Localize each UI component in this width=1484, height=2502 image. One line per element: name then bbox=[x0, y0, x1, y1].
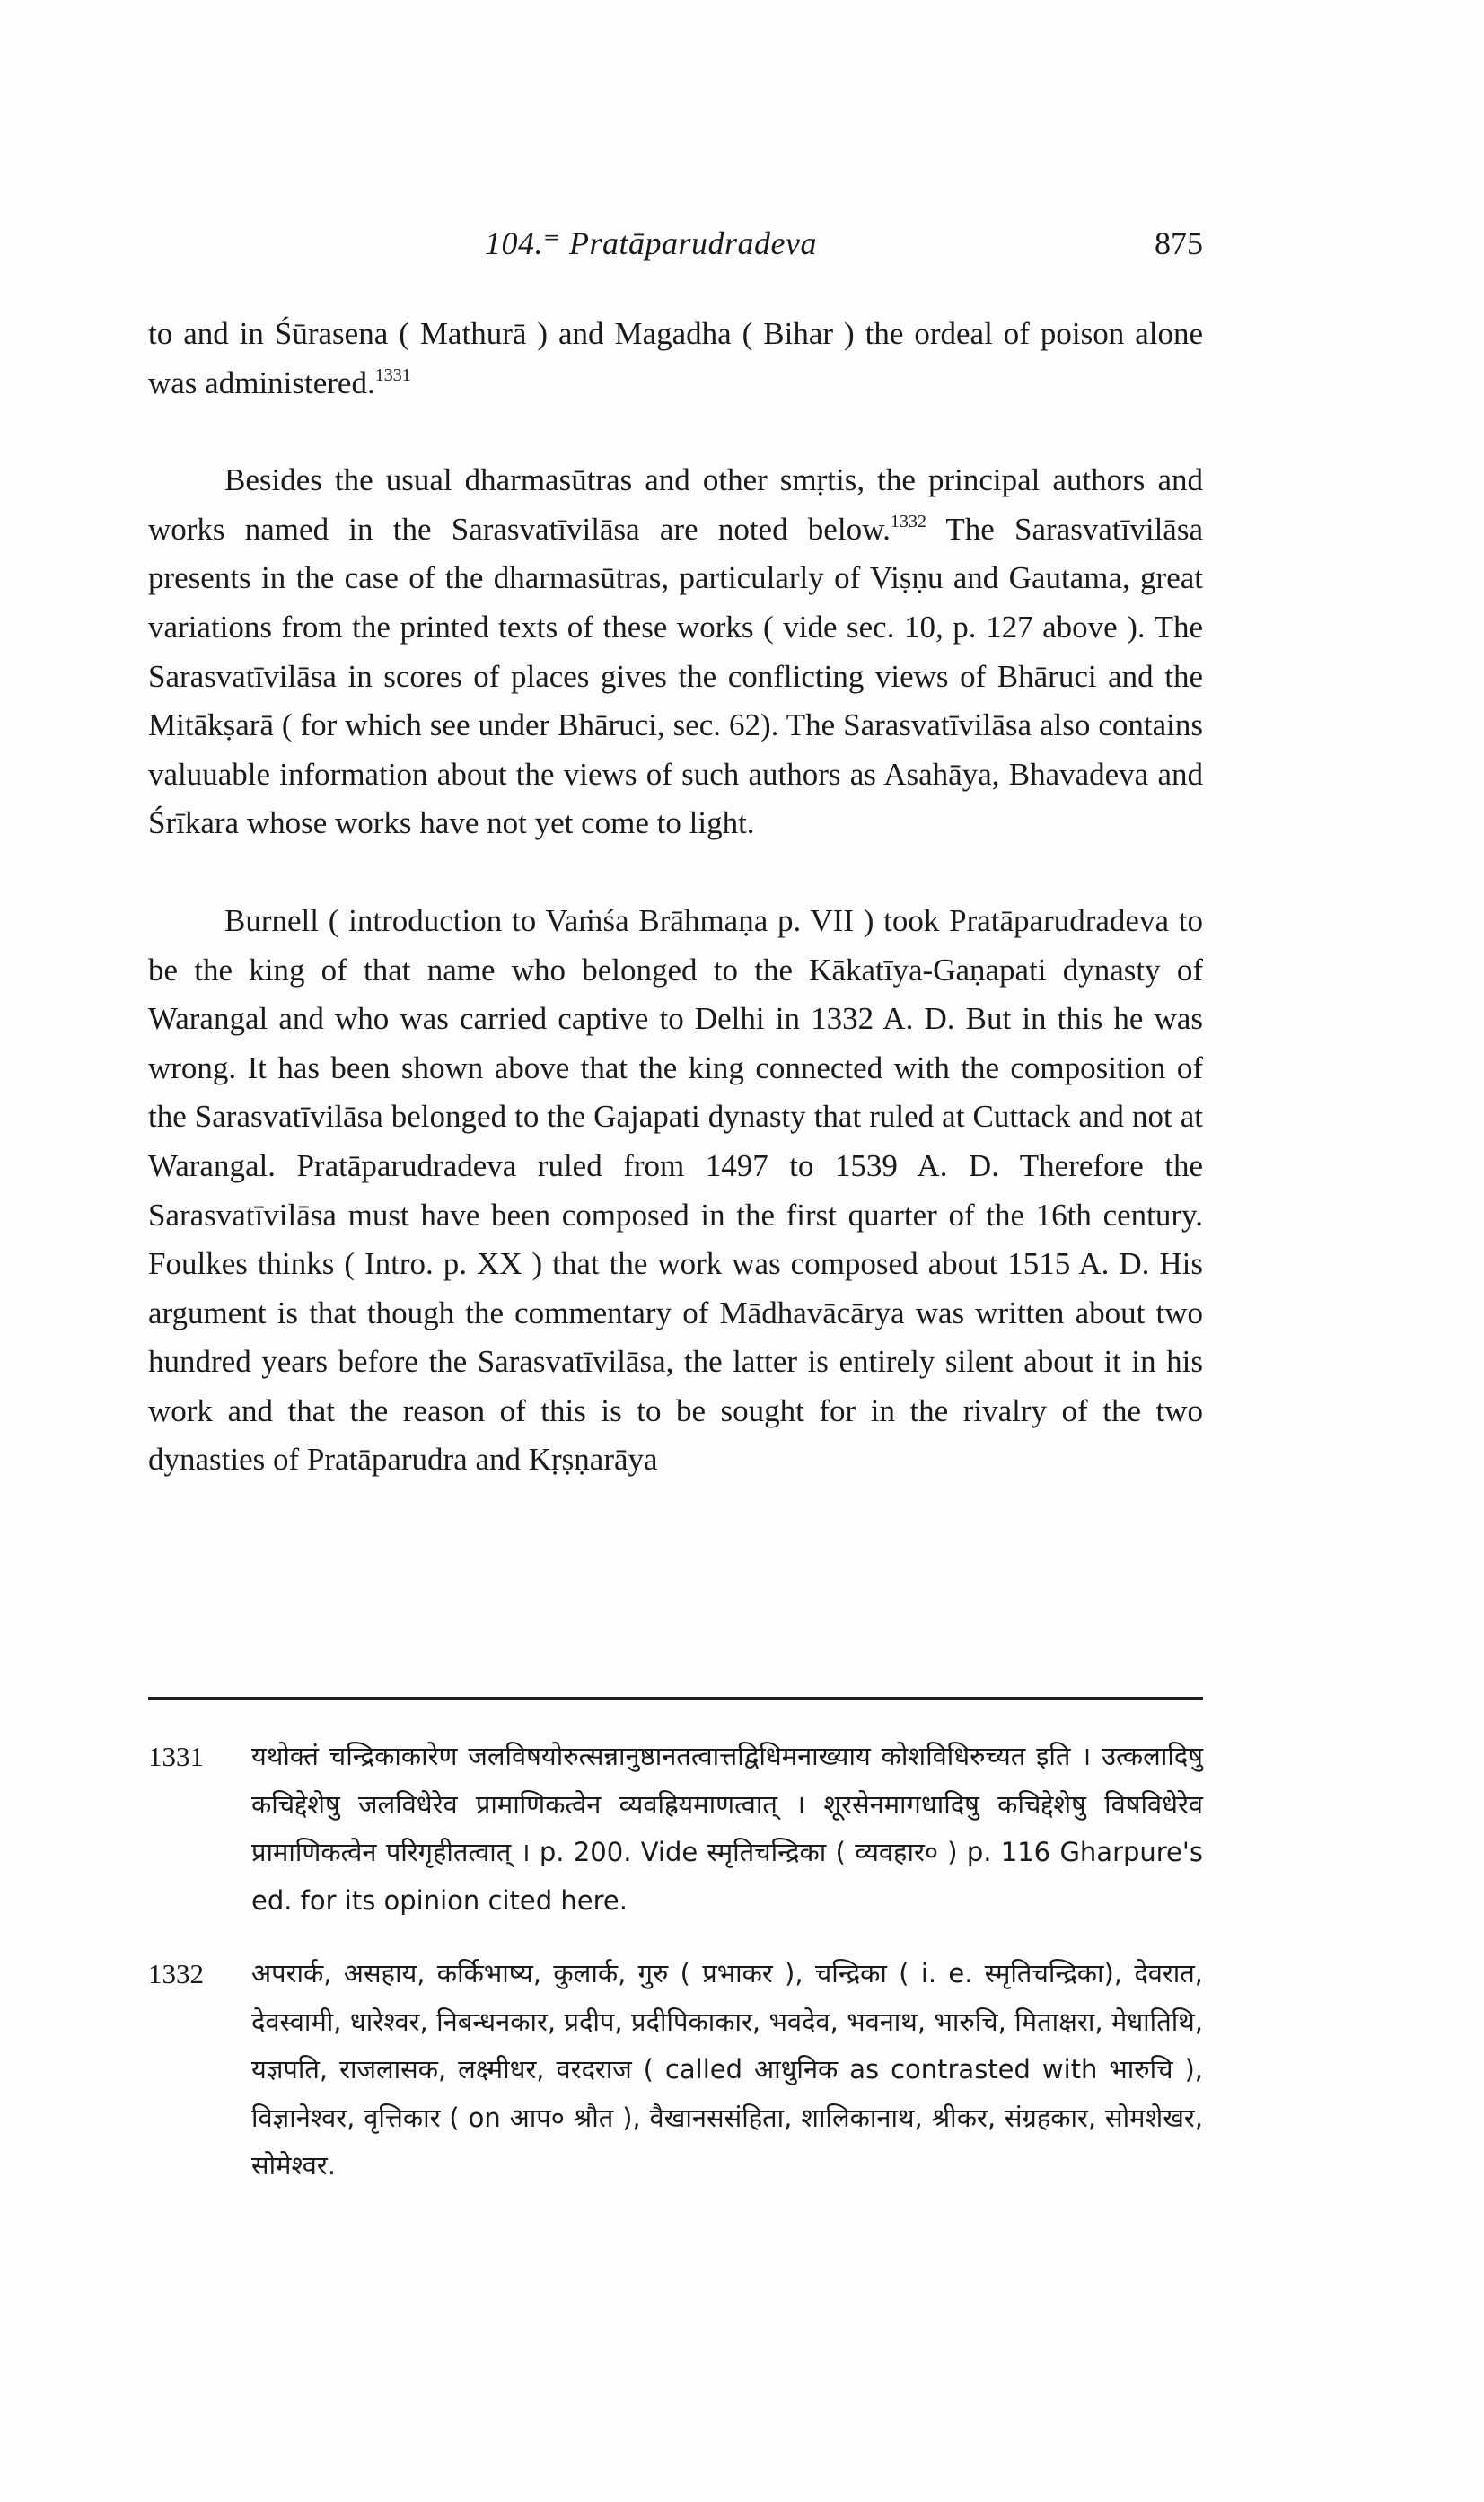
footnote-text: अपरार्क, असहाय, कर्किभाष्य, कुलार्क, गुरु ( प्रभाकर ), चन्द्रिका ( i. e. स्मृतिचन्द्रिका), देवरात, देवस्वामी, धारेश्वर, निबन्धनकार, प्रदीप, प्रदीपिकाकार, भवदेव, भवनाथ, भारुचि, मिताक्षरा, मेधातिथि, यज्ञपति, राजलासक, लक्ष्मीधर, वरदराज ( called आधुनिक as contrasted with भारुचि ), विज्ञानेश्वर, वृत्तिकार ( on आप० श्रौत ), वैखानससंहिता, शालिकानाथ, श्रीकर, संग्रहकार, सोमशेखर, सोमेश्वर. bbox=[251, 1958, 1203, 2181]
footnote-number: 1331 bbox=[148, 1741, 204, 1772]
page-header bbox=[148, 224, 1203, 278]
running-head: 104.⁼ Pratāparudradeva bbox=[485, 225, 817, 261]
paragraph bbox=[148, 897, 1203, 1485]
footnote bbox=[148, 1733, 1203, 1925]
paragraph-text: Besides the usual dharmasūtras and other smṛtis, the principal authors and works named in the Sarasvatīvilāsa are noted below. bbox=[148, 462, 1203, 547]
page-number: 875 bbox=[1155, 225, 1203, 261]
footnote-text: यथोक्तं चन्द्रिकाकारेण जलविषयोरुत्सन्नानुष्ठानतत्वात्तद्विधिमनाख्याय कोशविधिरुच्यत इति । उत्कलादिषु कचिद्देशेषु जलविधेरेव प्रामाणिकत्वेन व्यवह्रियमाणत्वात् । शूरसेनमागधादिषु कचिद्देशेषु विषविधेरेव प्रामाणिकत्वेन परिगृहीतत्वात् । p. 200. Vide स्मृतिचन्द्रिका ( व्यवहार० ) p. 116 Gharpure's ed. for its opinion cited here. bbox=[251, 1741, 1203, 1916]
paragraph-text: Burnell ( introduction to Vaṁśa Brāhmaṇa p. VII ) took Pratāparudradeva to be the king of that name who belonged to the Kākatīya-Gaṇapati dynasty of Warangal and who was carried captive to Delhi in 1332 A. D. But in this he was wrong. It has been shown above that the king connected with the composition of the Sarasvatīvilāsa belonged to the Gajapati dynasty that ruled at Cuttack and not at Warangal. Pratāparudradeva ruled from 1497 to 1539 A. D. Therefore the Sarasvatīvilāsa must have been composed in the first quarter of the 16th century. Foulkes thinks ( Intro. p. XX ) that the work was composed about 1515 A. D. His argument is that though the commentary of Mādhavācārya was written about two hundred years before the Sarasvatīvilāsa, the latter is entirely silent about it in his work and that the reason of this is to be sought for in the rivalry of the two dynasties of Pratāparudra and Kṛṣṇarāya bbox=[148, 902, 1203, 1478]
paragraph-text: to and in Śūrasena ( Mathurā ) and Magadha ( Bihar ) the ordeal of poison alone was administered. bbox=[148, 316, 1203, 400]
footnote-divider bbox=[148, 1697, 1203, 1700]
paragraph-text: The Sarasvatīvilāsa presents in the case of the dharmasūtras, particularly of Viṣṇu and Gautama, great variations from the printed texts of these works ( vide sec. 10, p. 127 above ). The Sarasvatīvilāsa in scores of places gives the conflicting views of Bhāruci and the Mitākṣarā ( for which see under Bhāruci, sec. 62). The Sarasvatīvilāsa also contains valuuable information about the views of such authors as Asahāya, Bhavadeva and Śrīkara whose works have not yet come to light. bbox=[148, 511, 1203, 841]
footnote-ref-1332: 1332 bbox=[890, 511, 926, 531]
footnote bbox=[148, 1950, 1203, 2190]
paragraph bbox=[148, 456, 1203, 848]
body-text bbox=[148, 310, 1203, 1485]
footnotes bbox=[148, 1733, 1203, 2216]
paragraph bbox=[148, 310, 1203, 408]
footnote-ref-1331: 1331 bbox=[374, 364, 411, 385]
footnote-number: 1332 bbox=[148, 1958, 204, 1989]
